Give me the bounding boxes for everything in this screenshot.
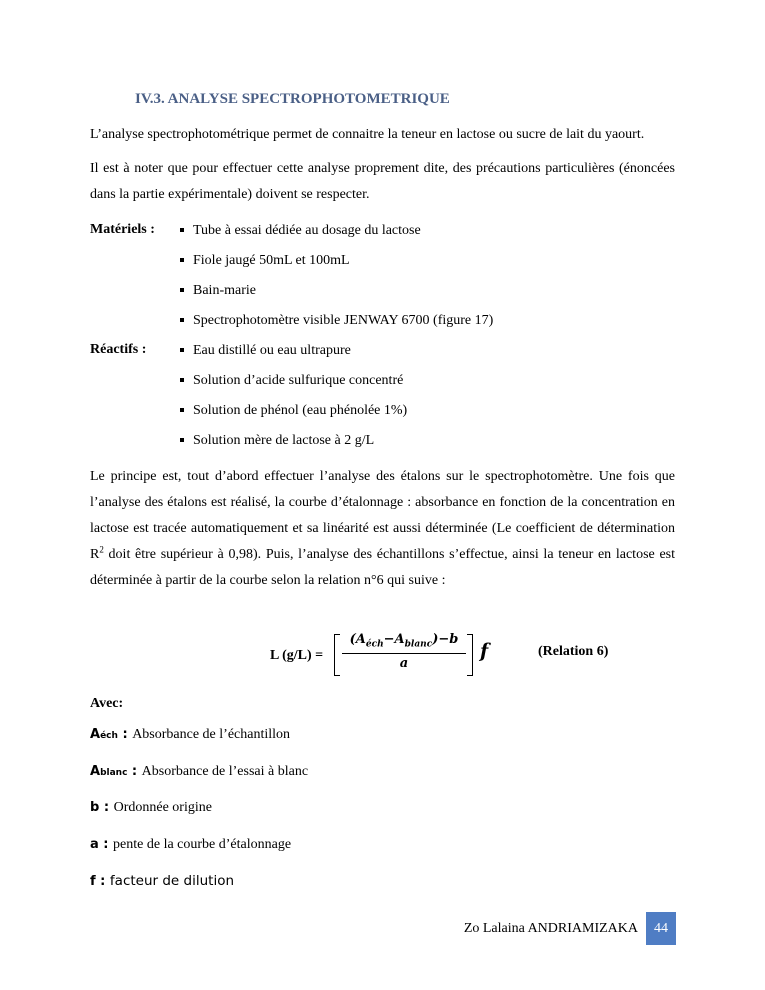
- def-symbol-sub: éch: [100, 731, 118, 741]
- principle-text-2: doit être supérieur à 0,98). Puis, l’analyse des échantillons s’effectue, ainsi la teneur en lactose est déterminée à partir de la courbe selon la relation n°6 qui suive :: [90, 547, 675, 588]
- definition-row: [90, 872, 308, 909]
- reagent-item: Eau distillé ou eau ultrapure: [193, 343, 351, 358]
- page-footer: [450, 912, 676, 945]
- list-item: [180, 432, 493, 462]
- bullet-icon: [180, 288, 184, 292]
- left-bracket: [334, 634, 340, 676]
- dilution-factor-symbol: f: [480, 640, 489, 662]
- list-item: [180, 222, 493, 252]
- num-b: A: [394, 632, 405, 647]
- def-symbol: b: [90, 800, 100, 815]
- def-text: pente de la courbe d’étalonnage: [113, 836, 292, 852]
- material-item: Tube à essai dédiée au dosage du lactose: [193, 223, 421, 238]
- material-item: Spectrophotomètre visible JENWAY 6700 (figure 17): [193, 313, 494, 328]
- principle-paragraph: [90, 464, 675, 594]
- list-item: [180, 252, 493, 282]
- num-a: A: [355, 632, 366, 647]
- list-item: [180, 342, 493, 372]
- list-item: [180, 402, 493, 432]
- right-bracket: [467, 634, 473, 676]
- num-open: (: [349, 632, 356, 647]
- def-symbol: A: [90, 727, 101, 742]
- reagent-item: Solution de phénol (eau phénolée 1%): [193, 403, 408, 418]
- bullet-icon: [180, 408, 184, 412]
- equipment-reagent-list: [180, 222, 493, 462]
- def-text: Ordonnée origine: [113, 800, 212, 815]
- bullet-icon: [180, 258, 184, 262]
- bullet-icon: [180, 378, 184, 382]
- list-item: [180, 282, 493, 312]
- bullet-icon: [180, 228, 184, 232]
- footer-author: Zo Lalaina ANDRIAMIZAKA: [463, 921, 638, 936]
- formula-numerator: [342, 632, 466, 650]
- avec-label: Avec:: [90, 696, 124, 711]
- def-sep: :: [99, 800, 114, 815]
- intro-paragraph: L’analyse spectrophotométrique permet de connaitre la teneur en lactose ou sucre de lait du yaourt.: [90, 127, 645, 142]
- definition-row: [90, 836, 308, 873]
- def-sep: :: [127, 763, 142, 779]
- reagent-item: Solution mère de lactose à 2 g/L: [193, 433, 375, 448]
- materials-label: Matériels :: [90, 222, 155, 237]
- def-symbol: a: [90, 836, 99, 852]
- reagents-label: Réactifs :: [90, 342, 147, 357]
- list-item: [180, 312, 493, 342]
- principle-superscript: 2: [99, 544, 104, 555]
- num-b-sub: blanc: [404, 639, 433, 650]
- num-a-sub: éch: [365, 639, 384, 650]
- def-text: Absorbance de l’essai à blanc: [141, 763, 309, 779]
- relation-label: (Relation 6): [538, 644, 609, 659]
- precautions-paragraph: Il est à noter que pour effectuer cette analyse proprement dite, des précautions particulières (énoncées dans la partie expérimentale) doivent se respecter.: [90, 161, 675, 202]
- def-sep: :: [117, 727, 133, 742]
- material-item: Fiole jaugé 50mL et 100mL: [193, 253, 350, 268]
- def-sep: :: [95, 874, 110, 889]
- definition-row: [90, 799, 308, 836]
- formula-lhs: L (g/L) =: [270, 648, 324, 663]
- material-item: Bain-marie: [193, 283, 256, 298]
- num-close: )−b: [432, 632, 459, 647]
- reagent-item: Solution d’acide sulfurique concentré: [193, 373, 404, 388]
- fraction-line: [342, 653, 466, 654]
- lactose-formula: [270, 630, 630, 678]
- def-text: facteur de dilution: [109, 873, 235, 889]
- definition-row: [90, 726, 308, 763]
- def-sep: :: [98, 836, 114, 852]
- bullet-icon: [180, 438, 184, 442]
- bullet-icon: [180, 318, 184, 322]
- def-text: Absorbance de l’échantillon: [132, 727, 291, 742]
- section-heading: IV.3. ANALYSE SPECTROPHOTOMETRIQUE: [135, 91, 450, 107]
- principle-text-1: Le principe est, tout d’abord effectuer l’analyse des étalons sur le spectrophotomètre. Une fois que l’analyse des étalons est réalisé, la courbe d’étalonnage : absorbance en fonction de la concentration en lactose est tracée automatiquement et sa linéarité est aussi déterminée (Le coefficient de détermination R: [90, 469, 675, 562]
- page-number-badge: 44: [646, 912, 676, 945]
- def-symbol: f: [90, 874, 96, 889]
- def-symbol: A: [90, 763, 101, 779]
- bullet-icon: [180, 348, 184, 352]
- num-minus: −: [383, 632, 395, 647]
- variable-definitions: [90, 726, 308, 909]
- definition-row: [90, 763, 308, 800]
- list-item: [180, 372, 493, 402]
- def-symbol-sub: blanc: [100, 767, 128, 778]
- formula-denominator: a: [399, 656, 409, 671]
